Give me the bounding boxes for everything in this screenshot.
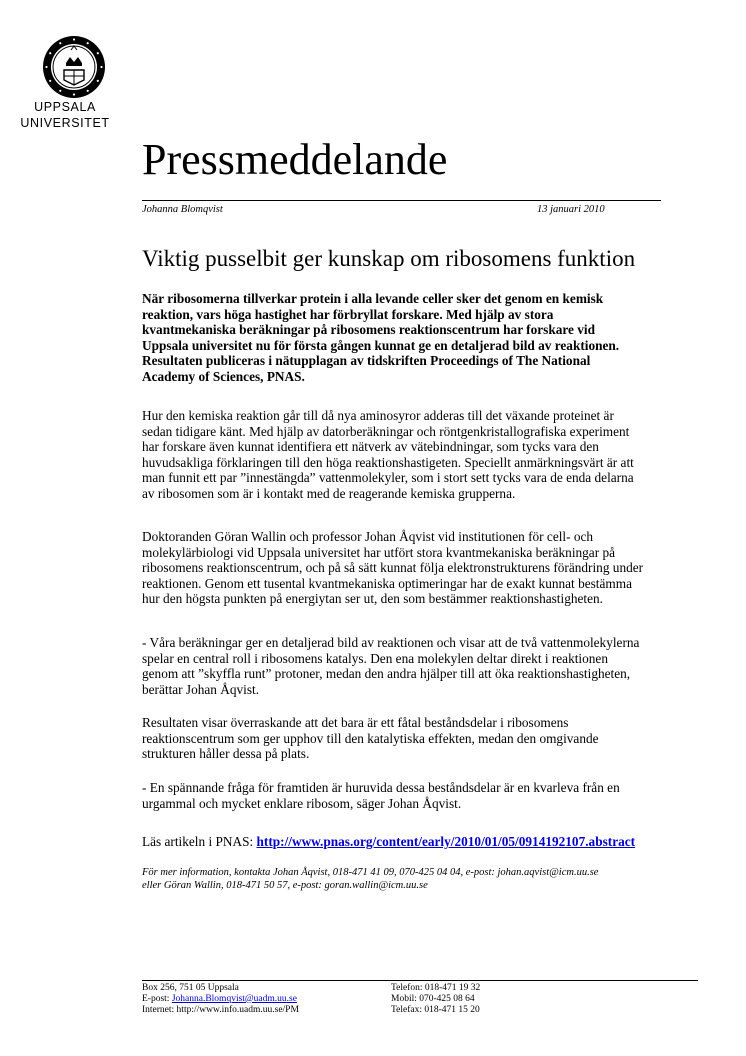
text-line: urgammal och mycket enklare ribosom, säger Johan Åqvist. bbox=[142, 795, 462, 811]
text-line: - Våra beräkningar ger en detaljerad bild av reaktionen och visar att de två vattenmolekylerna bbox=[142, 635, 640, 650]
footer-phone-column bbox=[391, 983, 480, 1015]
body-paragraph bbox=[142, 715, 712, 762]
document-title: Pressmeddelande bbox=[142, 135, 448, 184]
title-divider bbox=[142, 200, 661, 201]
text-line: hur den högsta punkten på energiytan ser ut, den som bestämmer reaktionshastigheten. bbox=[142, 591, 603, 607]
university-name-line: UNIVERSITET bbox=[20, 116, 110, 130]
footer-email-link[interactable]: Johanna.Blomqvist@uadm.uu.se bbox=[171, 993, 297, 1004]
text-line: ribosomens reaktionscentrum, och på så sätt kunnat följa elektronstrukturens förändring under bbox=[142, 560, 644, 576]
footer-divider bbox=[142, 980, 698, 981]
text-line: av ribosomen som är i kontakt med de reagerande kemiska grupperna. bbox=[142, 485, 516, 501]
lead-paragraph bbox=[142, 291, 712, 385]
text-line: man funnit ett par ”innestängda” vattenmolekyler, som i stort sett tycks vara de enda delarna bbox=[142, 470, 634, 486]
contact-line: eller Göran Wallin, 018-471 50 57, e-post: goran.wallin@icm.uu.se bbox=[142, 880, 428, 891]
author-name: Johanna Blomqvist bbox=[142, 204, 223, 215]
footer-mobile: Mobil: 070-425 08 64 bbox=[391, 993, 475, 1004]
text-line: - En spännande fråga för framtiden är huruvida dessa beståndsdelar är en kvarleva från en bbox=[142, 780, 620, 795]
footer-address: Box 256, 751 05 Uppsala bbox=[142, 983, 239, 993]
headline: Viktig pusselbit ger kunskap om ribosomens funktion bbox=[142, 246, 636, 271]
text-line: Uppsala universitet nu för första gången kunnat ge en detaljerad bild av reaktionen. bbox=[142, 337, 620, 353]
text-line: reaktionen. Genom ett tusental kvantmekaniska optimeringar har de exakt kunnat bestämma bbox=[142, 575, 632, 591]
footer-internet: Internet: http://www.info.uadm.uu.se/PM bbox=[142, 1004, 299, 1015]
text-line: reaktion, vars höga hastighet har förbryllat forskare. Med hjälp av stora bbox=[142, 306, 554, 322]
contact-line: För mer information, kontakta Johan Åqvist, 018-471 41 09, 070-425 04 04, e-post: johan.aqvist@icm.uu.se bbox=[142, 867, 599, 878]
body-paragraph bbox=[142, 529, 712, 607]
footer-email-label: E-post: bbox=[142, 993, 172, 1004]
quote-paragraph bbox=[142, 635, 712, 697]
text-line: Academy of Sciences, PNAS. bbox=[142, 368, 305, 384]
pnas-article-link[interactable]: http://www.pnas.org/content/early/2010/01/05/0914192107.abstract bbox=[256, 834, 636, 849]
text-line: Resultaten visar överraskande att det bara är ett fåtal beståndsdelar i ribosomens bbox=[142, 715, 569, 730]
text-line: har forskare även kunnat identifiera ett nätverk av vätebindningar, som tycks vara den bbox=[142, 439, 599, 455]
footer-fax: Telefax: 018-471 15 20 bbox=[391, 1004, 480, 1015]
text-line: sedan tidigare känt. Med hjälp av datorberäkningar och röntgenkristallografiska experiment bbox=[142, 423, 630, 439]
uppsala-university-seal-icon bbox=[42, 35, 106, 99]
text-line: strukturen håller dessa på plats. bbox=[142, 746, 310, 762]
text-line: kvantmekaniska beräkningar på ribosomens reaktionscentrum har forskare vid bbox=[142, 322, 596, 338]
text-line: reaktionscentrum som ger upphov till den katalytiska effekten, medan den omgivande bbox=[142, 730, 599, 746]
article-link-line bbox=[142, 834, 712, 850]
footer-phone: Telefon: 018-471 19 32 bbox=[391, 983, 481, 993]
contact-info bbox=[142, 866, 598, 892]
text-line: berättar Johan Åqvist. bbox=[142, 681, 260, 697]
text-line: huvudsakliga förklaringen till den höga reaktionshastigeten. Speciellt anmärkningsvärt är att bbox=[142, 454, 634, 470]
text-line: Hur den kemiska reaktion går till då nya aminosyror adderas till det växande proteinet är bbox=[142, 408, 614, 423]
text-line: spelar en central roll i ribosomens katalys. Den ena molekylen deltar direkt i reaktionen bbox=[142, 650, 608, 666]
text-line: molekylärbiologi vid Uppsala universitet har utfört stora kvantmekaniska beräkningar på bbox=[142, 544, 616, 560]
text-line: Resultaten publiceras i nätupplagan av tidskriften Proceedings of The National bbox=[142, 353, 591, 369]
footer-email-line bbox=[142, 994, 299, 1005]
university-name-line: UPPSALA bbox=[34, 100, 96, 114]
text-line: genom att ”skyffla runt” protoner, medan den andra hjälper till att öka reaktionshastigheten, bbox=[142, 666, 631, 682]
article-link-prefix: Läs artikeln i PNAS: bbox=[142, 834, 257, 849]
footer-address-column bbox=[142, 983, 299, 1015]
publication-date: 13 januari 2010 bbox=[537, 204, 605, 215]
text-line: När ribosomerna tillverkar protein i alla levande celler sker det genom en kemisk bbox=[142, 291, 604, 306]
quote-paragraph bbox=[142, 780, 712, 811]
university-name bbox=[0, 99, 130, 131]
text-line: Doktoranden Göran Wallin och professor Johan Åqvist vid institutionen för cell- och bbox=[142, 529, 594, 544]
body-paragraph bbox=[142, 408, 712, 502]
